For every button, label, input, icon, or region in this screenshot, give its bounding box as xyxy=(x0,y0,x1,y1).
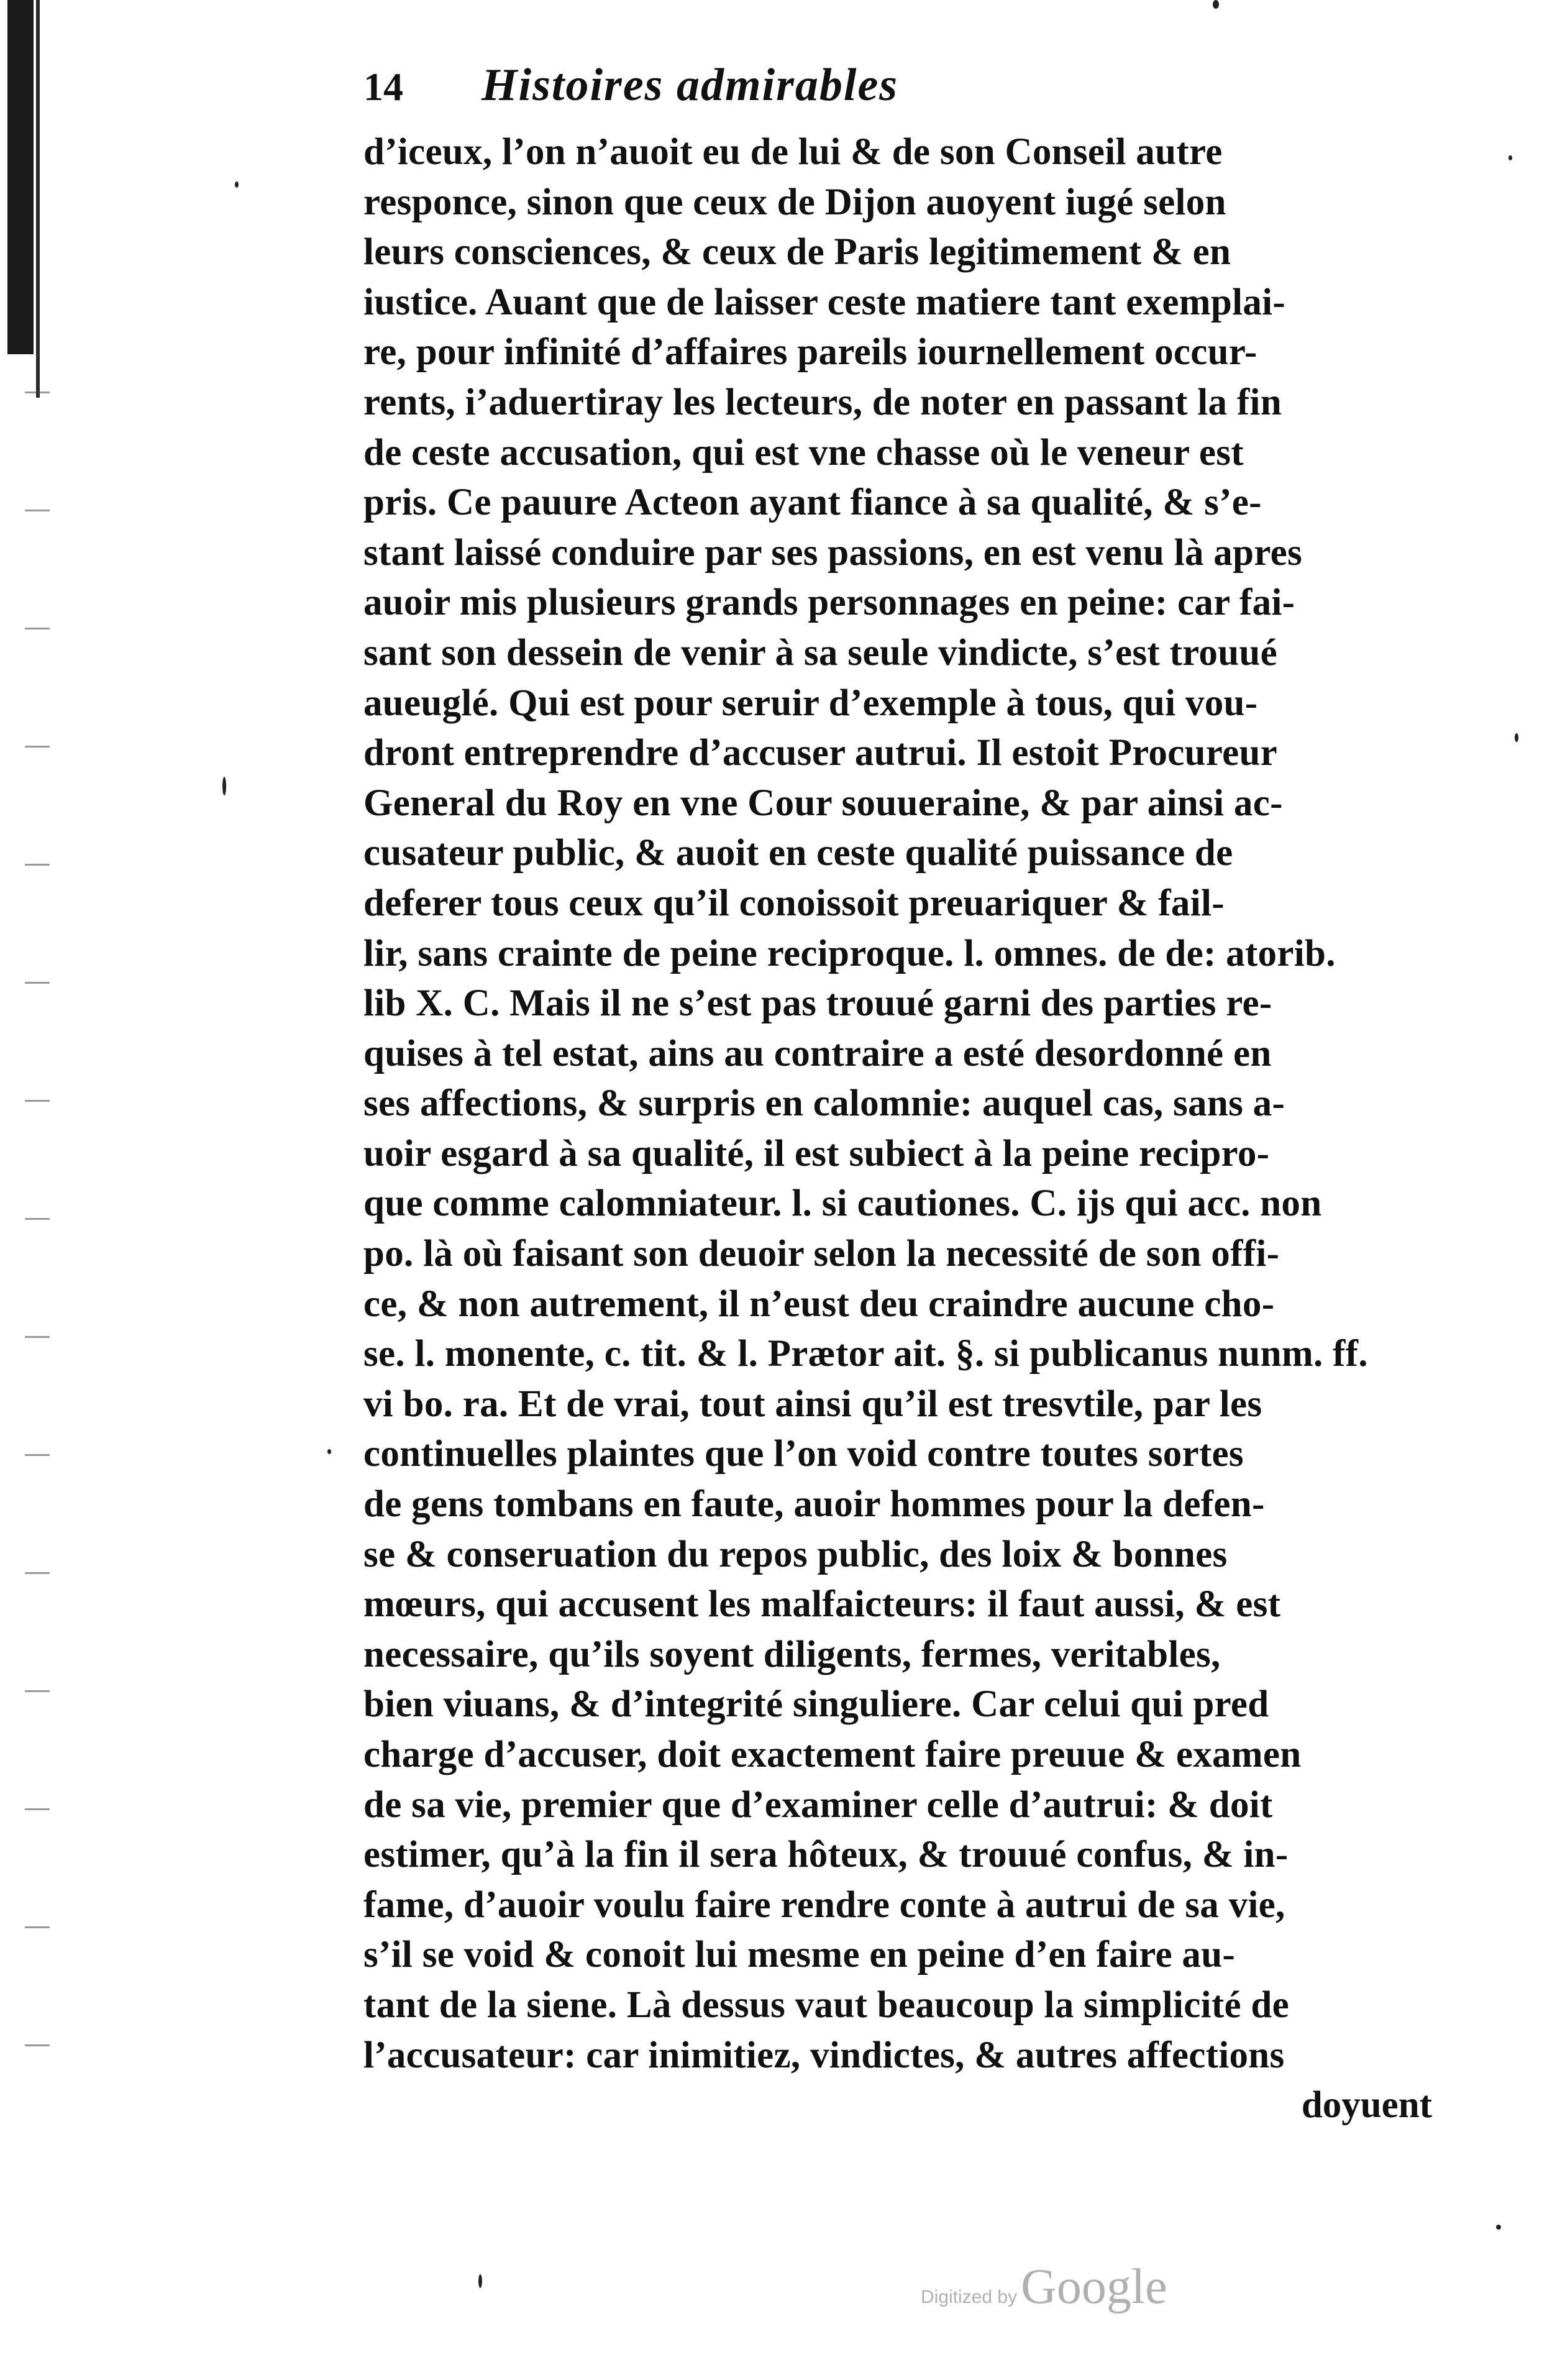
text-line: dront entreprendre d’accuser autrui. Il estoit Procureur xyxy=(363,732,1278,774)
text-line: que comme calomniateur. l. si cautiones. C. ijs qui acc. non xyxy=(363,1183,1322,1225)
text-line: se & conseruation du repos public, des loix & bonnes xyxy=(363,1533,1228,1575)
ink-speck xyxy=(1508,155,1512,160)
text-line: vi bo. ra. Et de vrai, tout ainsi qu’il est tresvtile, par les xyxy=(363,1383,1262,1425)
text-line: aueuglé. Qui est pour seruir d’exemple à tous, qui vou- xyxy=(363,682,1258,724)
ink-speck xyxy=(1515,733,1518,742)
text-line: General du Roy en vne Cour souueraine, & par ainsi ac- xyxy=(363,782,1283,824)
text-line: tant de la siene. Là dessus vaut beaucoup la simplicité de xyxy=(363,1984,1290,2026)
watermark-prefix: Digitized by xyxy=(921,2287,1018,2307)
text-line: de gens tombans en faute, auoir hommes pour la defen- xyxy=(363,1483,1265,1526)
text-line: leurs consciences, & ceux de Paris legitimement & en xyxy=(363,231,1231,273)
text-line: s’il se void & conoit lui mesme en peine d’en faire au- xyxy=(363,1934,1236,1976)
google-logo: Google xyxy=(1021,2259,1167,2314)
ink-speck xyxy=(1213,0,1219,9)
ink-speck xyxy=(235,181,239,188)
text-line: estimer, qu’à la fin il sera hôteux, & trouué confus, & in- xyxy=(363,1834,1289,1876)
text-line: rents, i’aduertiray les lecteurs, de noter en passant la fin xyxy=(363,381,1282,423)
text-line: d’iceux, l’on n’auoit eu de lui & de son Conseil autre xyxy=(363,131,1223,173)
text-line: stant laissé conduire par ses passions, en est venu là apres xyxy=(363,531,1303,574)
ink-speck xyxy=(478,2274,482,2288)
text-line: re, pour infinité d’affaires pareils iournellement occur- xyxy=(363,331,1257,373)
ink-speck xyxy=(327,1449,331,1454)
text-line: bien viuans, & d’integrité singuliere. Car celui qui pred xyxy=(363,1683,1269,1726)
text-line: de ceste accusation, qui est vne chasse où le veneur est xyxy=(363,431,1244,474)
text-line: sant son dessein de venir à sa seule vindicte, s’est trouué xyxy=(363,631,1278,674)
text-line: quises à tel estat, ains au contraire a esté desordonné en xyxy=(363,1032,1272,1074)
catchword: doyuent xyxy=(1301,2084,1432,2126)
text-line: fame, d’auoir voulu faire rendre conte à autrui de sa vie, xyxy=(363,1883,1285,1926)
text-line: de sa vie, premier que d’examiner celle d’autrui: & doit xyxy=(363,1783,1273,1826)
text-line: cusateur public, & auoit en ceste qualité puissance de xyxy=(363,832,1233,874)
gutter-specks xyxy=(25,348,50,2150)
text-line: po. là où faisant son deuoir selon la necessité de son offi- xyxy=(363,1233,1280,1275)
text-line: necessaire, qu’ils soyent diligents, fermes, veritables, xyxy=(363,1633,1221,1675)
page-header xyxy=(363,59,1432,127)
text-line: pris. Ce pauure Acteon ayant fiance à sa qualité, & s’e- xyxy=(363,482,1262,524)
binding-edge xyxy=(36,0,40,398)
text-line: l’accusateur: car inimitiez, vindictes, & autres affections xyxy=(363,2034,1285,2076)
text-line: lib X. C. Mais il ne s’est pas trouué garni des parties re- xyxy=(363,982,1272,1025)
text-line: continuelles plaintes que l’on void contre toutes sortes xyxy=(363,1433,1244,1475)
ink-speck xyxy=(222,777,226,795)
page-number: 14 xyxy=(363,65,403,109)
digitized-watermark xyxy=(921,2259,1167,2315)
text-line: lir, sans crainte de peine reciproque. l. omnes. de de: atorib. xyxy=(363,932,1336,974)
text-line: ses affections, & surpris en calomnie: auquel cas, sans a- xyxy=(363,1082,1285,1125)
text-line: ce, & non autrement, il n’eust deu craindre aucune cho- xyxy=(363,1283,1275,1325)
ink-speck xyxy=(1496,2225,1501,2230)
book-page xyxy=(363,59,1432,2131)
text-line: se. l. monente, c. tit. & l. Prætor ait. §. si publicanus nunm. ff. xyxy=(363,1333,1368,1375)
body-text xyxy=(363,127,1432,2080)
text-line: auoir mis plusieurs grands personnages en peine: car fai- xyxy=(363,582,1295,624)
text-line: deferer tous ceux qu’il conoissoit preuariquer & fail- xyxy=(363,882,1225,924)
running-title: Histoires admirables xyxy=(481,60,899,111)
text-line: uoir esgard à sa qualité, il est subiect à la peine recipro- xyxy=(363,1132,1270,1174)
text-line: mœurs, qui accusent les malfaicteurs: il faut aussi, & est xyxy=(363,1583,1281,1626)
text-line: iustice. Auant que de laisser ceste matiere tant exemplai- xyxy=(363,281,1285,323)
binding-shadow xyxy=(7,0,34,354)
text-line: charge d’accuser, doit exactement faire preuue & examen xyxy=(363,1734,1302,1775)
text-line: responce, sinon que ceux de Dijon auoyent iugé selon xyxy=(363,181,1226,223)
